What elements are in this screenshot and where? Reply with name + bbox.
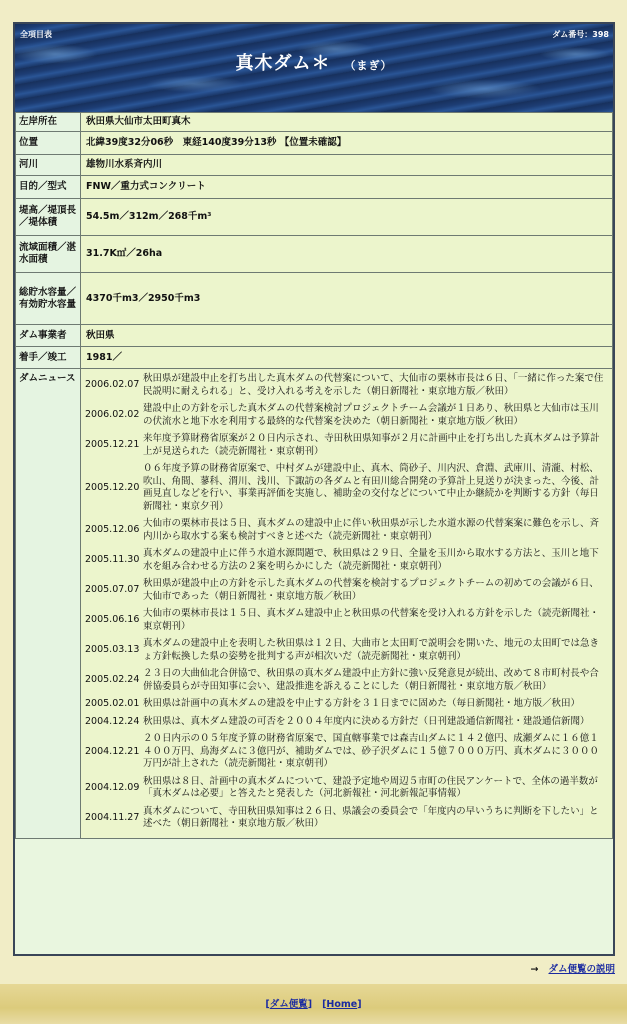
- news-date: 2005.12.20: [85, 481, 140, 493]
- info-value: FNW／重力式コンクリート: [81, 176, 613, 199]
- news-item: [81, 546, 612, 576]
- info-row: [16, 199, 613, 236]
- footer-home-link[interactable]: Home: [326, 999, 358, 1010]
- news-date: 2005.07.07: [85, 584, 140, 596]
- news-text: 秋田県は、真木ダム建設の可否を２００４年度内に決める方針だ（日刊建設通信新聞社・建設通信新聞）: [143, 715, 590, 727]
- info-label: 左岸所在: [16, 113, 81, 132]
- info-row: [16, 155, 613, 176]
- info-row: [16, 113, 613, 132]
- dam-binran-explanation-link[interactable]: ダム便覧の説明: [548, 964, 615, 975]
- info-row: [16, 236, 613, 273]
- info-label: 位置: [16, 132, 81, 155]
- news-item: [81, 696, 612, 714]
- dam-number: ダム番号：398: [552, 30, 609, 39]
- footer: [ダム便覧] [Home]: [0, 984, 627, 1024]
- news-date: 2005.12.06: [85, 524, 140, 536]
- news-date: 2005.02.01: [85, 698, 140, 709]
- news-item: [81, 606, 612, 636]
- news-date: 2004.12.24: [85, 715, 140, 727]
- news-text: 真木ダムの建設中止を表明した秋田県は１２日、大曲市と太田町で説明会を開いた、地元の太田町では急きょ方針転換した県の姿勢を批判する声が相次いだ（読売新聞社・東京朝刊）: [143, 638, 600, 662]
- news-date: 2006.02.07: [85, 379, 140, 391]
- news-text: ２３日の大曲仙北合併協で、秋田県の真木ダム建設中止方針に強い反発意見が続出、改めて８市町村長や合併協委員らが寺田知事に会い、建設推進を訴えることにした（朝日新聞社・東京地方版／秋田）: [143, 668, 599, 692]
- info-row: [16, 325, 613, 347]
- dam-record-frame: [13, 22, 615, 956]
- news-date: 2005.03.13: [85, 644, 140, 656]
- news-list: [81, 371, 612, 834]
- news-date: 2005.11.30: [85, 554, 140, 566]
- news-text: 来年度予算財務省原案が２０日内示され、寺田秋田県知事が２月に計画中止を打ち出した真木ダムは予算計上が見送られた（読売新聞社・東京朝刊）: [143, 433, 600, 457]
- info-value: 54.5m／312m／268千m³: [81, 199, 613, 236]
- news-item: [81, 461, 612, 516]
- news-date: 2006.02.02: [85, 409, 140, 421]
- news-date: 2004.11.27: [85, 811, 140, 823]
- news-item: [81, 804, 612, 834]
- news-text: 秋田県は８日、計画中の真木ダムについて、建設予定地や周辺５市町の住民アンケートで、全体の過半数が「真木ダムは必要」と答えたと発表した（河北新報社・河北新報記事情報）: [143, 775, 598, 799]
- news-text: ０６年度予算の財務省原案で、中村ダムが建設中止、真木、筒砂子、川内沢、倉淵、武庫川、清瀧、村松、吹山、角間、蓼科、渭川、浅川、下諏訪の各ダムと有田川総合開発の予算計上見送りが決まった、今後、計画見直しなどを行い、事業再評価を実施し、補助金の交付などについて中止か継続かを判断する方針（毎日新聞社・東京夕刊）: [143, 463, 600, 512]
- news-cell: [81, 369, 613, 839]
- dam-name: 真木ダム＊: [235, 53, 331, 74]
- news-text: 秋田県が建設中止の方針を示した真木ダムの代替案を検討するプロジェクトチームの初めての会議が６日、大仙市であった（朝日新聞社・東京地方版／秋田）: [143, 578, 599, 602]
- news-item: [81, 371, 612, 401]
- info-label: 河川: [16, 155, 81, 176]
- dam-reading: （まぎ）: [344, 59, 393, 72]
- news-text: 秋田県は計画中の真木ダムの建設を中止する方針を３１日までに固めた（毎日新聞社・地方版／秋田）: [143, 698, 581, 709]
- news-date: 2005.02.24: [85, 674, 140, 686]
- info-label: 堤高／堤頂長／堤体積: [16, 199, 81, 236]
- news-item: [81, 666, 612, 696]
- info-label: 総貯水容量／有効貯水容量: [16, 273, 81, 325]
- news-text: 建設中止の方針を示した真木ダムの代替案検討プロジェクトチーム会議が１日あり、秋田県と大仙市は玉川の伏流水と地下水を利用する最終的な代替案を決めた（朝日新聞社・東京地方版／秋田）: [143, 403, 599, 427]
- info-row: [16, 132, 613, 155]
- news-text: ２０日内示の０５年度予算の財務省原案で、国直轄事業では森吉山ダムに１４２億円、成瀬ダムに１６億１４００万円、鳥海ダムに３億円が、補助ダムでは、砂子沢ダムに１５億７０００万円、真木ダムに３０００万円が計上された（読売新聞社・東京朝刊）: [143, 733, 600, 769]
- news-label: ダムニュース: [16, 369, 81, 839]
- news-text: 秋田県が建設中止を打ち出した真木ダムの代替案について、大仙市の栗林市長は６日、「一緒に作った案で住民説明に耐えられる」と、受け入れる考えを示した（朝日新聞社・東京地方版／秋田）: [143, 373, 604, 397]
- info-row: [16, 273, 613, 325]
- news-item: [81, 774, 612, 804]
- news-text: 真木ダムの建設中止に伴う水道水源問題で、秋田県は２９日、全量を玉川から取水する方法と、玉川と地下水を組み合わせる方法の２案を明らかにした（読売新聞社・東京朝刊）: [143, 548, 599, 572]
- info-table: [15, 112, 613, 839]
- info-label: ダム事業者: [16, 325, 81, 347]
- info-row: [16, 347, 613, 369]
- page-title: [15, 49, 613, 75]
- header-banner: [15, 24, 613, 112]
- news-item: [81, 401, 612, 431]
- news-item: [81, 731, 612, 774]
- info-value: 秋田県大仙市太田町真木: [81, 113, 613, 132]
- info-value: 北緯39度32分06秒 東経140度39分13秒 【位置未確認】: [81, 132, 613, 155]
- news-item: [81, 516, 612, 546]
- news-text: 大仙市の栗林市長は１５日、真木ダム建設中止と秋田県の代替案を受け入れる方針を示した（読売新聞社・東京朝刊）: [143, 608, 600, 632]
- news-date: 2005.12.21: [85, 439, 140, 451]
- info-value: 31.7K㎡／26ha: [81, 236, 613, 273]
- news-date: 2004.12.09: [85, 781, 140, 793]
- news-row: [16, 369, 613, 839]
- news-item: [81, 714, 612, 732]
- info-value: 秋田県: [81, 325, 613, 347]
- info-value: 雄物川水系斉内川: [81, 155, 613, 176]
- news-item: [81, 636, 612, 666]
- info-label: 流域面積／湛水面積: [16, 236, 81, 273]
- info-value: 4370千m3／2950千m3: [81, 273, 613, 325]
- news-text: 大仙市の栗林市長は５日、真木ダムの建設中止に伴い秋田県が示した水道水源の代替案案に難色を示し、斉内川から取水する案も検討すべきと述べた（読売新聞社・東京朝刊）: [143, 518, 600, 542]
- news-item: [81, 576, 612, 606]
- info-label: 目的／型式: [16, 176, 81, 199]
- explanation-link-row: [531, 961, 615, 975]
- news-date: 2005.06.16: [85, 614, 140, 626]
- all-items-link[interactable]: 全項目表: [20, 30, 52, 39]
- info-row: [16, 176, 613, 199]
- info-label: 着手／竣工: [16, 347, 81, 369]
- news-text: 真木ダムについて、寺田秋田県知事は２６日、県議会の委員会で「年度内の早いうちに判断を下したい」と述べた（朝日新聞社・東京地方版／秋田）: [143, 805, 599, 829]
- arrow-icon: →: [530, 964, 539, 975]
- footer-dam-binran-link[interactable]: ダム便覧: [269, 999, 308, 1010]
- news-date: 2004.12.21: [85, 745, 140, 757]
- news-item: [81, 431, 612, 461]
- info-value: 1981／: [81, 347, 613, 369]
